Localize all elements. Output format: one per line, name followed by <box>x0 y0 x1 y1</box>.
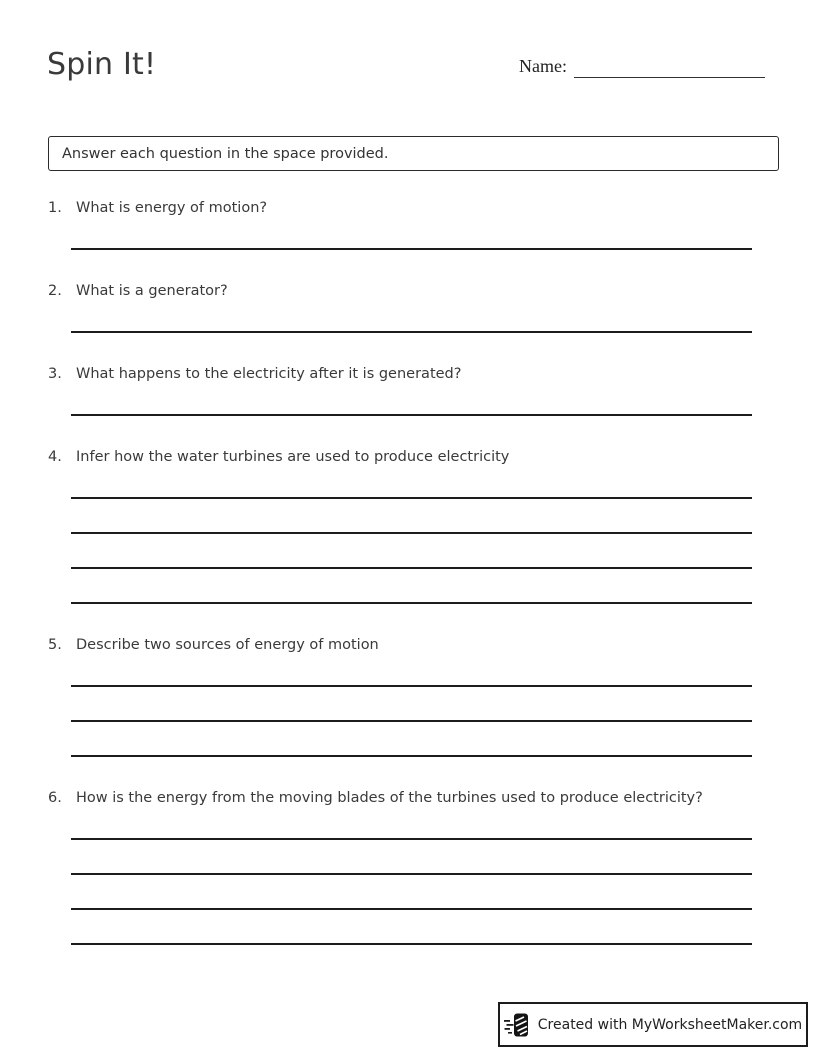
question-text: Infer how the water turbines are used to produce electricity <box>76 449 510 465</box>
question-item-5 <box>48 635 752 757</box>
question-text: What is energy of motion? <box>76 200 268 216</box>
answer-line <box>71 602 752 604</box>
credit-badge <box>498 1002 808 1047</box>
question-text: Describe two sources of energy of motion <box>76 637 379 653</box>
question-item-2 <box>48 281 752 333</box>
answer-line <box>71 908 752 910</box>
question-row <box>48 198 752 218</box>
worksheet-maker-logo-icon <box>504 1011 530 1039</box>
question-item-6 <box>48 788 752 945</box>
answer-line <box>71 532 752 534</box>
question-row <box>48 788 752 808</box>
worksheet-header <box>0 0 816 106</box>
question-row <box>48 364 752 384</box>
question-item-1 <box>48 198 752 250</box>
name-blank-line <box>574 52 765 78</box>
instructions-box <box>48 136 779 171</box>
answer-line <box>71 838 752 840</box>
answer-line <box>71 414 752 416</box>
question-number: 1. <box>48 200 62 216</box>
question-text: What happens to the electricity after it is generated? <box>76 366 462 382</box>
name-field <box>519 52 765 78</box>
question-row <box>48 447 752 467</box>
answer-line <box>71 331 752 333</box>
answer-line <box>71 248 752 250</box>
question-number: 4. <box>48 449 62 465</box>
question-row <box>48 281 752 301</box>
page-title: Spin It! <box>47 47 157 82</box>
question-number: 2. <box>48 283 62 299</box>
question-text: How is the energy from the moving blades of the turbines used to produce electricity? <box>76 790 703 806</box>
question-item-3 <box>48 364 752 416</box>
answer-line <box>71 497 752 499</box>
answer-line <box>71 943 752 945</box>
answer-line <box>71 873 752 875</box>
question-number: 5. <box>48 637 62 653</box>
question-row <box>48 635 752 655</box>
question-text: What is a generator? <box>76 283 228 299</box>
credit-text: Created with MyWorksheetMaker.com <box>537 1016 803 1033</box>
question-list <box>48 198 752 976</box>
answer-line <box>71 720 752 722</box>
name-label: Name: <box>519 56 567 76</box>
question-item-4 <box>48 447 752 604</box>
question-number: 3. <box>48 366 62 382</box>
answer-line <box>71 755 752 757</box>
answer-line <box>71 567 752 569</box>
instructions-text: Answer each question in the space provided. <box>62 145 389 162</box>
question-number: 6. <box>48 790 62 806</box>
answer-line <box>71 685 752 687</box>
